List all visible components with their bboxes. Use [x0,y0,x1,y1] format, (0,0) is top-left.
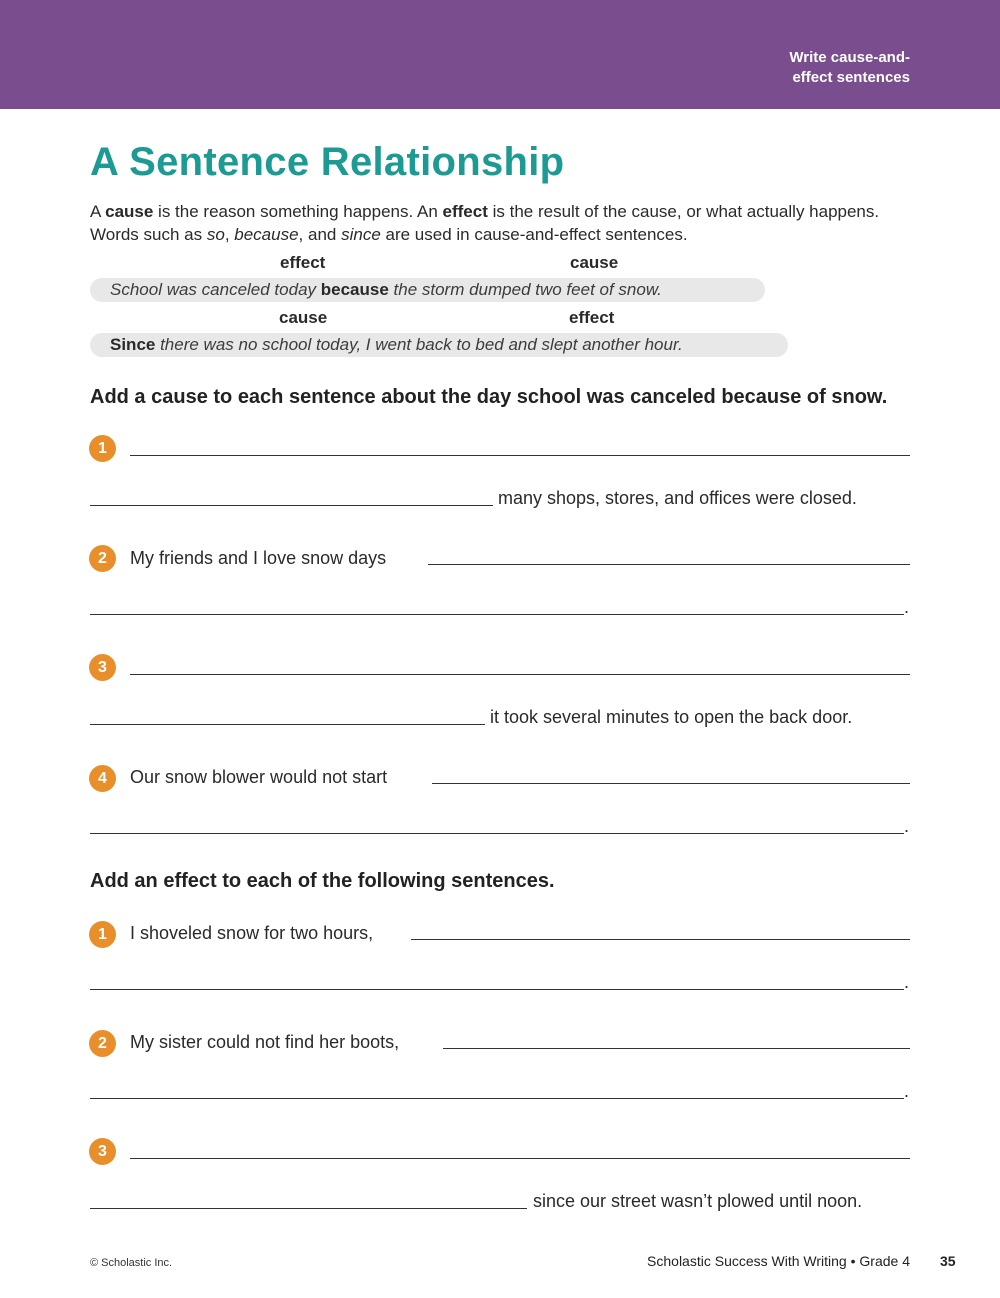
writing-line[interactable] [130,1158,910,1159]
number-badge: 1 [89,435,116,462]
copyright: © Scholastic Inc. [90,1257,173,1269]
intro-text: , [224,225,235,244]
writing-line[interactable] [130,674,910,675]
writing-line[interactable] [428,564,910,565]
writing-line[interactable] [432,783,910,784]
writing-line[interactable] [411,939,910,940]
example-2-part: there was no school today, I went back to bed and slept another hour. [155,335,683,354]
number-badge: 1 [89,921,116,948]
number-badge: 3 [89,654,116,681]
sentence-prompt: Our snow blower would not start [130,767,388,787]
writing-line[interactable] [90,724,485,725]
writing-line[interactable] [90,1208,527,1209]
word-because: because [234,225,299,244]
example-1-sentence [90,278,765,302]
writing-line[interactable] [443,1048,910,1049]
section-2-heading: Add an effect to each of the following sentences. [90,870,555,892]
intro-text: is the result of the cause, or what actually happens. Words such as [90,202,880,244]
example-1-part: School was canceled today [110,280,321,299]
writing-line[interactable] [90,1098,904,1099]
intro-text: is the reason something happens. An [153,202,443,221]
writing-line[interactable] [90,833,904,834]
term-effect: effect [442,202,488,221]
word-since: since [341,225,381,244]
period: . [904,972,910,992]
sentence-ending: it took several minutes to open the back door. [490,707,853,727]
example-1-part: the storm dumped two feet of snow. [388,280,662,299]
skill-tag-line-2: effect sentences [792,69,910,86]
writing-line[interactable] [90,989,904,990]
writing-line[interactable] [90,614,904,615]
intro-paragraph [90,200,920,246]
example-2-label-cause: cause [279,308,328,327]
book-title: Scholastic Success With Writing • Grade 4 [647,1253,910,1269]
number-badge: 4 [89,765,116,792]
example-2-sentence [90,333,788,357]
sentence-ending: since our street wasn’t plowed until noon. [533,1191,863,1211]
page-title: A Sentence Relationship [90,140,565,184]
intro-text: A [90,202,106,221]
example-2-label-effect: effect [569,308,615,327]
sentence-prompt: My sister could not find her boots, [130,1032,400,1052]
intro-text: , and [298,225,342,244]
example-1-label-cause: cause [570,253,619,272]
number-badge: 3 [89,1138,116,1165]
term-cause: cause [105,202,154,221]
page-number: 35 [940,1253,956,1269]
writing-line[interactable] [90,505,493,506]
writing-line[interactable] [130,455,910,456]
period: . [904,597,910,617]
word-so: so [206,225,225,244]
section-1-heading: Add a cause to each sentence about the day school was canceled because of snow. [90,386,888,408]
number-badge: 2 [89,1030,116,1057]
period: . [904,1081,910,1101]
skill-tag [750,48,910,88]
example-1-keyword: because [320,280,389,299]
intro-text: are used in cause-and-effect sentences. [380,225,688,244]
sentence-prompt: I shoveled snow for two hours, [130,923,374,943]
skill-tag-line-1: Write cause-and- [789,49,910,66]
example-1-label-effect: effect [280,253,326,272]
number-badge: 2 [89,545,116,572]
period: . [904,816,910,836]
sentence-prompt: My friends and I love snow days [130,548,387,568]
example-2-keyword: Since [110,335,156,354]
sentence-ending: many shops, stores, and offices were closed. [498,488,857,508]
